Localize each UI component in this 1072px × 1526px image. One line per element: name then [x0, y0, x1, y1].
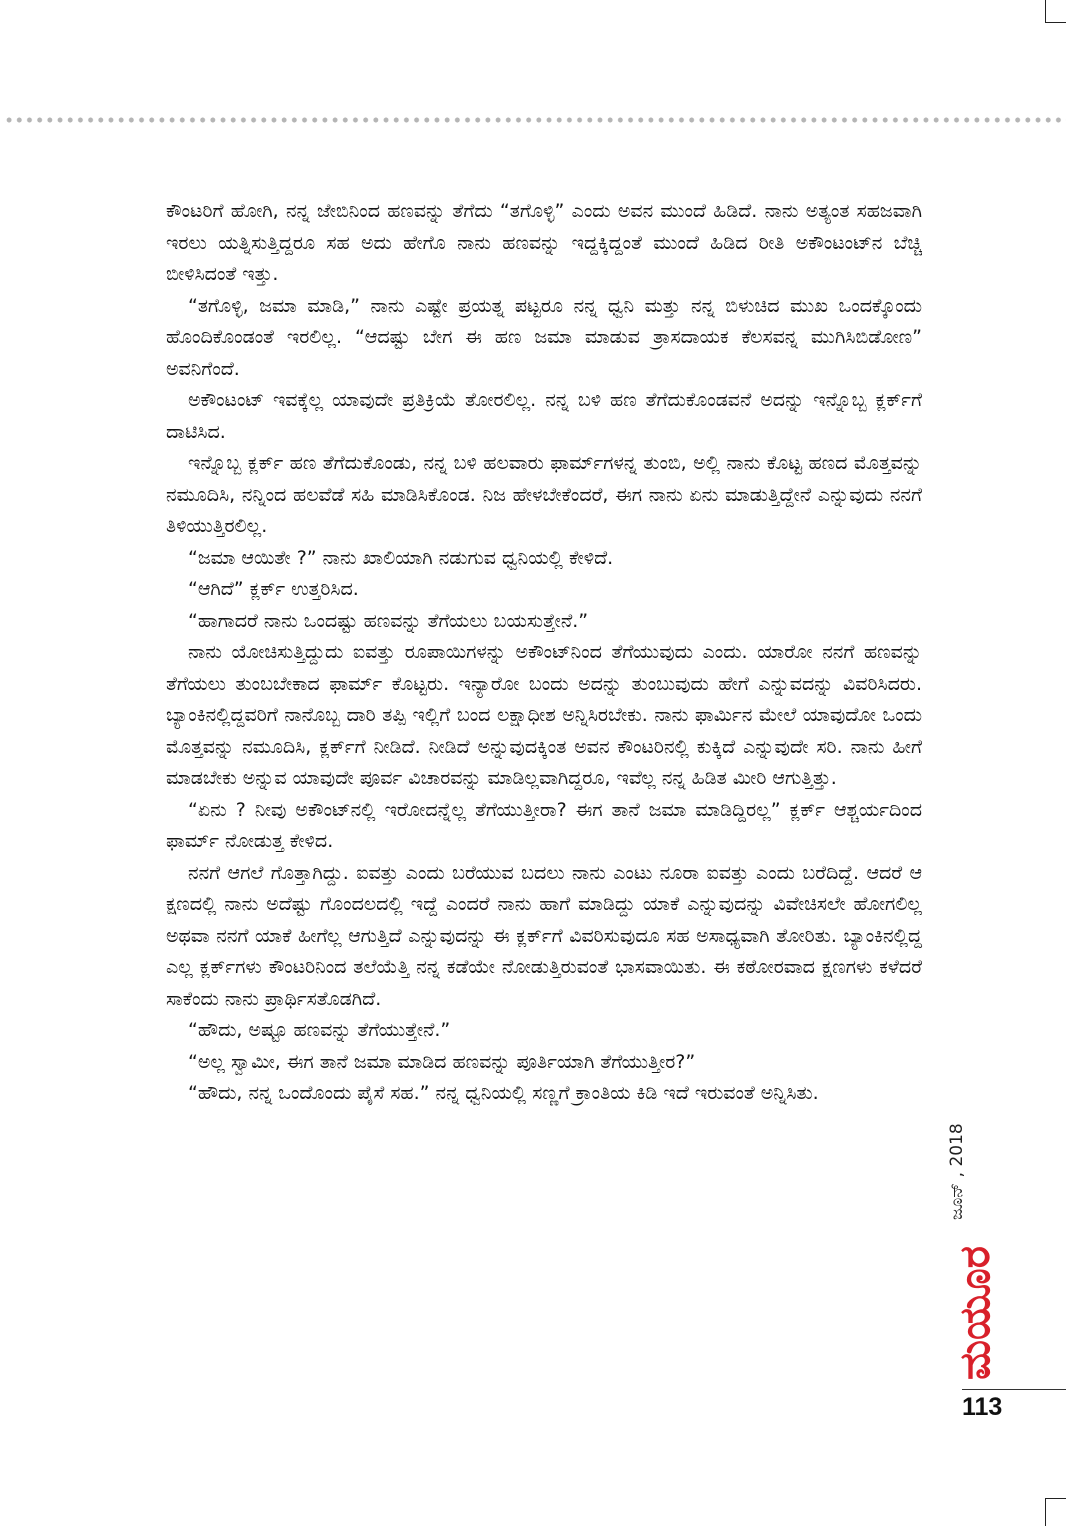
paragraph: ನಾನು ಯೋಚಿಸುತ್ತಿದ್ದುದು ಐವತ್ತು ರೂಪಾಯಿಗಳನ್ನು ಅಕೌಂಟ್‌ನಿಂದ ತೆಗೆಯುವುದು ಎಂದು. ಯಾರೋ ನನಗೆ ಹಣವನ್ನು ತೆಗೆಯಲು ತುಂಬಬೇಕಾದ ಫಾರ್ಮ್ ಕೊಟ್ಟರು. ಇನ್ಯಾರೋ ಬಂದು ಅದನ್ನು ತುಂಬುವುದು ಹೇಗೆ ಎನ್ನುವದನ್ನು ವಿವರಿಸಿದರು. ಬ್ಯಾಂಕಿನಲ್ಲಿದ್ದವರಿಗೆ ನಾನೊಬ್ಬ ದಾರಿ ತಪ್ಪಿ ಇಲ್ಲಿಗೆ ಬಂದ ಲಕ್ಷಾಧೀಶ ಅನ್ನಿಸಿರಬೇಕು. ನಾನು ಫಾರ್ಮಿನ ಮೇಲೆ ಯಾವುದೋ ಒಂದು ಮೊತ್ತವನ್ನು ನಮೂದಿಸಿ, ಕ್ಲರ್ಕ್‌ಗೆ ನೀಡಿದೆ. ನೀಡಿದೆ ಅನ್ನುವುದಕ್ಕಿಂತ ಅವನ ಕೌಂಟರಿನಲ್ಲಿ ಕುಕ್ಕಿದೆ ಎನ್ನುವುದೇ ಸರಿ. ನಾನು ಹೀಗೆ ಮಾಡಬೇಕು ಅನ್ನುವ ಯಾವುದೇ ಪೂರ್ವ ವಿಚಾರವನ್ನು ಮಾಡಿಲ್ಲವಾಗಿದ್ದರೂ, ಇವೆಲ್ಲ ನನ್ನ ಹಿಡಿತ ಮೀರಿ ಆಗುತ್ತಿತ್ತು. — [166, 641, 922, 789]
paragraph: “ಏನು ? ನೀವು ಅಕೌಂಟ್‌ನಲ್ಲಿ ಇರೋದನ್ನೆಲ್ಲ ತೆಗೆಯುತ್ತೀರಾ? ಈಗ ತಾನೆ ಜಮಾ ಮಾಡಿದ್ದಿರಲ್ಲ” ಕ್ಲರ್ಕ್ ಆಶ್ಚರ್ಯದಿಂದ ಫಾರ್ಮ್ ನೋಡುತ್ತ ಕೇಳಿದ. — [166, 798, 922, 852]
paragraph: ಇನ್ನೊಬ್ಬ ಕ್ಲರ್ಕ್ ಹಣ ತೆಗೆದುಕೊಂಡು, ನನ್ನ ಬಳಿ ಹಲವಾರು ಫಾರ್ಮ್‌ಗಳನ್ನ ತುಂಬಿ, ಅಲ್ಲಿ ನಾನು ಕೊಟ್ಟ ಹಣದ ಮೊತ್ತವನ್ನು ನಮೂದಿಸಿ, ನನ್ನಿಂದ ಹಲವೆಡೆ ಸಹಿ ಮಾಡಿಸಿಕೊಂಡ. ನಿಜ ಹೇಳಬೇಕೆಂದರೆ, ಈಗ ನಾನು ಏನು ಮಾಡುತ್ತಿದ್ದೇನೆ ಎನ್ನುವುದು ನನಗೆ ತಿಳಿಯುತ್ತಿರಲಿಲ್ಲ. — [166, 452, 922, 537]
dotted-separator — [4, 116, 1066, 124]
paragraph: “ಜಮಾ ಆಯಿತೇ ?” ನಾನು ಖಾಲಿಯಾಗಿ ನಡುಗುವ ಧ್ವನಿಯಲ್ಲಿ ಕೇಳಿದೆ. — [188, 546, 614, 569]
paragraph: “ಹಾಗಾದರೆ ನಾನು ಒಂದಷ್ಟು ಹಣವನ್ನು ತೆಗೆಯಲು ಬಯಸುತ್ತೇನೆ.” — [188, 609, 589, 632]
paragraph: ನನಗೆ ಆಗಲೆ ಗೊತ್ತಾಗಿದ್ದು. ಐವತ್ತು ಎಂದು ಬರೆಯುವ ಬದಲು ನಾನು ಎಂಟು ನೂರಾ ಐವತ್ತು ಎಂದು ಬರೆದಿದ್ದೆ. ಆದರೆ ಆ ಕ್ಷಣದಲ್ಲಿ ನಾನು ಅದೆಷ್ಟು ಗೊಂದಲದಲ್ಲಿ ಇದ್ದೆ ಎಂದರೆ ನಾನು ಹಾಗೆ ಮಾಡಿದ್ದು ಯಾಕೆ ಎನ್ನುವುದನ್ನು ವಿವೇಚಿಸಲೇ ಹೋಗಲಿಲ್ಲ ಅಥವಾ ನನಗೆ ಯಾಕೆ ಹೀಗೆಲ್ಲ ಆಗುತ್ತಿದೆ ಎನ್ನುವುದನ್ನು ಈ ಕ್ಲರ್ಕ್‌ಗೆ ವಿವರಿಸುವುದೂ ಸಹ ಅಸಾಧ್ಯವಾಗಿ ತೋರಿತು. ಬ್ಯಾಂಕಿನಲ್ಲಿದ್ದ ಎಲ್ಲ ಕ್ಲರ್ಕ್‌ಗಳು ಕೌಂಟರಿನಿಂದ ತಲೆಯೆತ್ತಿ ನನ್ನ ಕಡೆಯೇ ನೋಡುತ್ತಿರುವಂತೆ ಭಾಸವಾಯಿತು. ಈ ಕಠೋರವಾದ ಕ್ಷಣಗಳು ಕಳೆದರೆ ಸಾಕೆಂದು ನಾನು ಪ್ರಾರ್ಥಿಸತೊಡಗಿದೆ. — [166, 861, 922, 1010]
paragraph: ಕೌಂಟರಿಗೆ ಹೋಗಿ, ನನ್ನ ಜೇಬಿನಿಂದ ಹಣವನ್ನು ತೆಗೆದು “ತಗೊಳ್ಳಿ” ಎಂದು ಅವನ ಮುಂದೆ ಹಿಡಿದೆ. ನಾನು ಅತ್ಯಂತ ಸಹಜವಾಗಿ ಇರಲು ಯತ್ನಿಸುತ್ತಿದ್ದರೂ ಸಹ ಅದು ಹೇಗೊ ನಾನು ಹಣವನ್ನು ಇದ್ದಕ್ಕಿದ್ದಂತೆ ಮುಂದೆ ಹಿಡಿದ ರೀತಿ ಅಕೌಂಟಂಟ್‌ನ ಬೆಚ್ಚಿ ಬೀಳಿಸಿದಂತೆ ಇತ್ತು. — [166, 200, 922, 285]
magazine-logo: ಮಯೂರ — [950, 1246, 999, 1380]
paragraph: “ತಗೊಳ್ಳಿ, ಜಮಾ ಮಾಡಿ,” ನಾನು ಎಷ್ಟೇ ಪ್ರಯತ್ನ ಪಟ್ಟರೂ ನನ್ನ ಧ್ವನಿ ಮತ್ತು ನನ್ನ ಬಿಳುಚಿದ ಮುಖ ಒಂದಕ್ಕೊಂದು ಹೊಂದಿಕೊಂಡಂತೆ ಇರಲಿಲ್ಲ. “ಆದಷ್ಟು ಬೇಗ ಈ ಹಣ ಜಮಾ ಮಾಡುವ ತ್ರಾಸದಾಯಕ ಕೆಲಸವನ್ನ ಮುಗಿಸಿಬಿಡೋಣ” ಅವನಿಗೆಂದೆ. — [166, 294, 922, 380]
paragraph: “ಅಲ್ಲ ಸ್ವಾಮೀ, ಈಗ ತಾನೆ ಜಮಾ ಮಾಡಿದ ಹಣವನ್ನು ಪೂರ್ತಿಯಾಗಿ ತೆಗೆಯುತ್ತೀರ?” — [188, 1050, 696, 1073]
issue-date: ಜೂನ್ , 2018 — [947, 1123, 967, 1220]
paragraph: “ಹೌದು, ನನ್ನ ಒಂದೊಂದು ಪೈಸೆ ಸಹ.” ನನ್ನ ಧ್ವನಿಯಲ್ಲಿ ಸಣ್ಣಗೆ ಕ್ರಾಂತಿಯ ಕಿಡಿ ಇದೆ ಇರುವಂತೆ ಅನ್ನಿಸಿತು. — [188, 1082, 819, 1104]
crop-mark-top — [1045, 0, 1066, 23]
article-body — [166, 196, 922, 1110]
page-number: 113 — [962, 1393, 1003, 1421]
paragraph: “ಆಗಿದೆ” ಕ್ಲರ್ಕ್ ಉತ್ತರಿಸಿದ. — [188, 578, 359, 600]
paragraph: “ಹೌದು, ಅಷ್ಟೂ ಹಣವನ್ನು ತೆಗೆಯುತ್ತೇನೆ.” — [188, 1019, 451, 1041]
paragraph: ಅಕೌಂಟಂಟ್ ಇವಕ್ಕೆಲ್ಲ ಯಾವುದೇ ಪ್ರತಿಕ್ರಿಯೆ ತೋರಲಿಲ್ಲ. ನನ್ನ ಬಳಿ ಹಣ ತೆಗೆದುಕೊಂಡವನೆ ಅದನ್ನು ಇನ್ನೊಬ್ಬ ಕ್ಲರ್ಕ್‌ಗೆ ದಾಟಿಸಿದ. — [166, 389, 922, 443]
crop-mark-bottom — [1045, 1498, 1066, 1526]
page-number-rule — [962, 1389, 1066, 1390]
